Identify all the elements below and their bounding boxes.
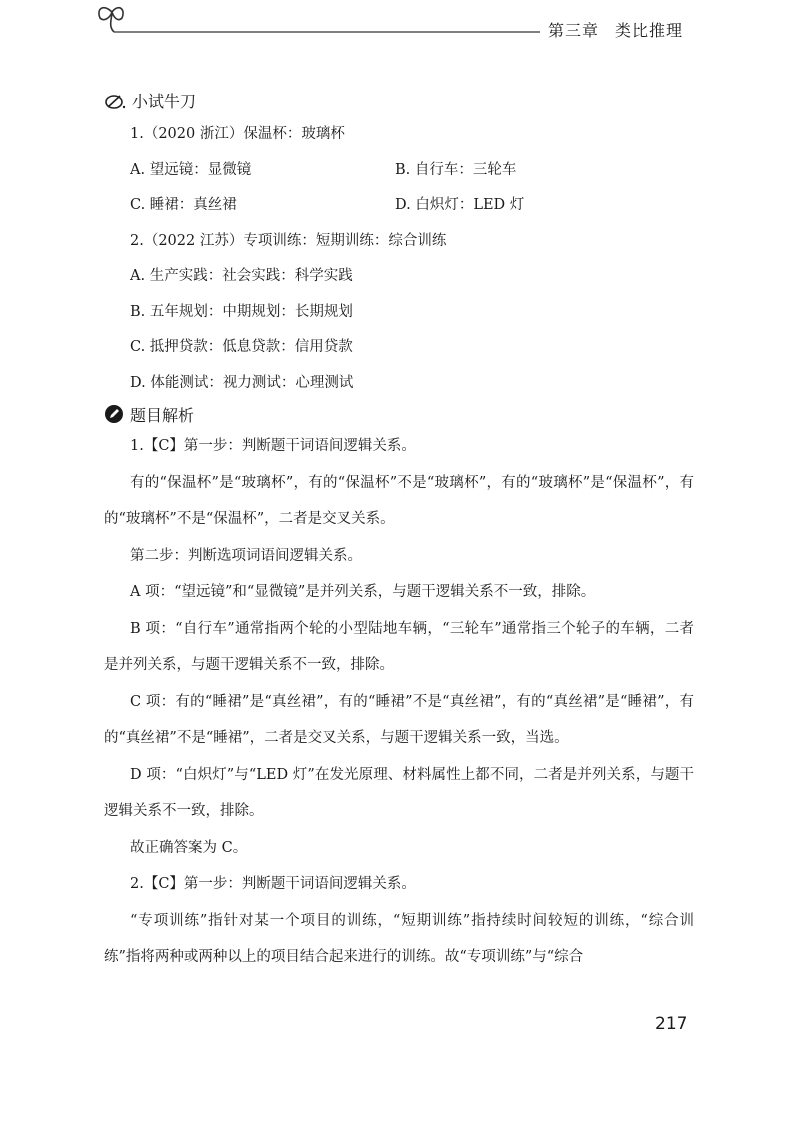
practice-title: 小试牛刀	[132, 91, 197, 111]
chapter-title: 类比推理	[615, 21, 684, 40]
page-content	[104, 88, 694, 976]
question-2-stem: 2.（2022 江苏）专项训练：短期训练：综合训练	[130, 232, 447, 249]
analysis-heading	[104, 402, 694, 426]
question-1-options-row-2	[104, 193, 694, 229]
analysis-para-9: 2.【C】第一步：判断题干词语间逻辑关系。	[130, 876, 416, 892]
analysis-para-6: C 项：有的“睡裙”是“真丝裙”，有的“睡裙”不是“真丝裙”，有的“真丝裙”是“睡裙”，有的“真丝裙”不是“睡裙”，二者是交叉关系，与题干逻辑关系一致，当选。	[104, 693, 694, 746]
analysis-para-10: “专项训练”指针对某一个项目的训练，“短期训练”指持续时间较短的训练，“综合训练”指将两种或两种以上的项目结合起来进行的训练。故“专项训练”与“综合	[104, 912, 694, 965]
chapter-number: 第三章	[548, 21, 600, 40]
sprout-icon	[99, 8, 123, 32]
analysis-para-8: 故正确答案为 C。	[130, 839, 248, 856]
page-number: 217	[655, 1014, 688, 1034]
question-1-options-row-1	[104, 158, 694, 194]
q1-option-b: B. 自行车：三轮车	[395, 161, 517, 178]
q1-option-c: C. 睡裙：真丝裙	[130, 197, 237, 213]
q1-option-d: D. 白炽灯：LED 灯	[395, 197, 525, 213]
analysis-para-7: D 项：“白炽灯”与“LED 灯”在发光原理、材料属性上都不同，二者是并列关系，与题干逻辑关系不一致，排除。	[104, 766, 694, 819]
analysis-para-4: A 项：“望远镜”和“显微镜”是并列关系，与题干逻辑关系不一致，排除。	[130, 584, 596, 600]
page-header	[0, 0, 800, 50]
q2-option-c: C. 抵押贷款：低息贷款：信用贷款	[130, 339, 353, 355]
q2-option-b: B. 五年规划：中期规划：长期规划	[130, 303, 353, 320]
question-1-stem: 1.（2020 浙江）保温杯：玻璃杯	[130, 126, 345, 142]
chapter-label	[548, 18, 699, 41]
q2-option-a: A. 生产实践：社会实践：科学实践	[130, 268, 353, 284]
analysis-para-3: 第二步：判断选项词语间逻辑关系。	[130, 547, 362, 564]
analysis-para-5: B 项：“自行车”通常指两个轮的小型陆地车辆，“三轮车”通常指三个轮子的车辆，二者是并列关系，与题干逻辑关系不一致，排除。	[104, 620, 694, 673]
pen-circle-icon	[104, 89, 126, 111]
analysis-para-1: 1.【C】第一步：判断题干词语间逻辑关系。	[130, 438, 416, 454]
q2-option-d: D. 体能测试：视力测试：心理测试	[130, 374, 354, 391]
pencil-badge-icon	[104, 404, 124, 424]
q1-option-a: A. 望远镜：显微镜	[130, 161, 252, 178]
analysis-body	[104, 428, 694, 976]
analysis-para-2: 有的“保温杯”是“玻璃杯”，有的“保温杯”不是“玻璃杯”，有的“玻璃杯”是“保温杯”，有的“玻璃杯”不是“保温杯”，二者是交叉关系。	[104, 474, 694, 527]
analysis-title: 题目解析	[130, 405, 195, 425]
practice-heading	[104, 88, 694, 112]
